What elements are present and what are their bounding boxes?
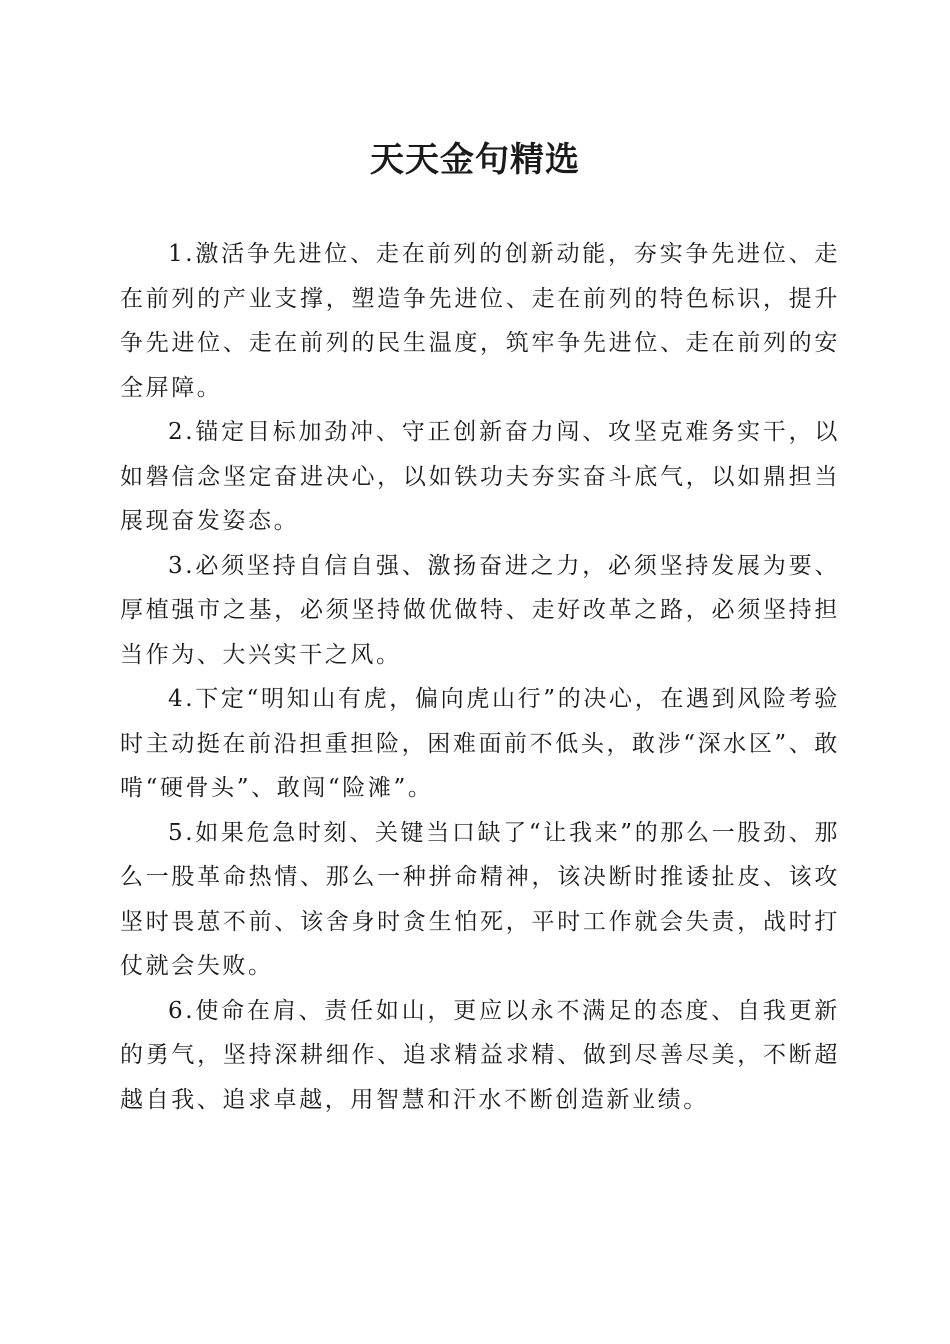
paragraph-4: 4.下定“明知山有虎，偏向虎山行”的决心，在遇到风险考验时主动挺在前沿担重担险，困难面前不低头，敢涉“深水区”、敢啃“硬骨头”、敢闯“险滩”。 bbox=[120, 686, 840, 801]
paragraph-1: 1.激活争先进位、走在前列的创新动能，夯实争先进位、走在前列的产业支撑，塑造争先进位、走在前列的特色标识，提升争先进位、走在前列的民生温度，筑牢争先进位、走在前列的安全屏障。 bbox=[120, 241, 840, 401]
paragraph-6: 6.使命在肩、责任如山，更应以永不满足的态度、自我更新的勇气，坚持深耕细作、追求精益求精、做到尽善尽美，不断超越自我、追求卓越，用智慧和汗水不断创造新业绩。 bbox=[120, 997, 840, 1113]
paragraph-3: 3.必须坚持自信自强、激扬奋进之力，必须坚持发展为要、厚植强市之基，必须坚持做优做特、走好改革之路，必须坚持担当作为、大兴实干之风。 bbox=[120, 552, 840, 668]
paragraph-2: 2.锚定目标加劲冲、守正创新奋力闯、攻坚克难务实干，以如磐信念坚定奋进决心，以如铁功夫夯实奋斗底气，以如鼎担当展现奋发姿态。 bbox=[120, 419, 840, 534]
document-title: 天天金句精选 bbox=[370, 140, 580, 180]
paragraph-5: 5.如果危急时刻、关键当口缺了“让我来”的那么一股劲、那么一股革命热情、那么一种拼命精神，该决断时推诿扯皮、该攻坚时畏葸不前、该舍身时贪生怕死，平时工作就会失责，战时打仗就会失败。 bbox=[120, 819, 840, 979]
document-body bbox=[120, 232, 840, 1122]
